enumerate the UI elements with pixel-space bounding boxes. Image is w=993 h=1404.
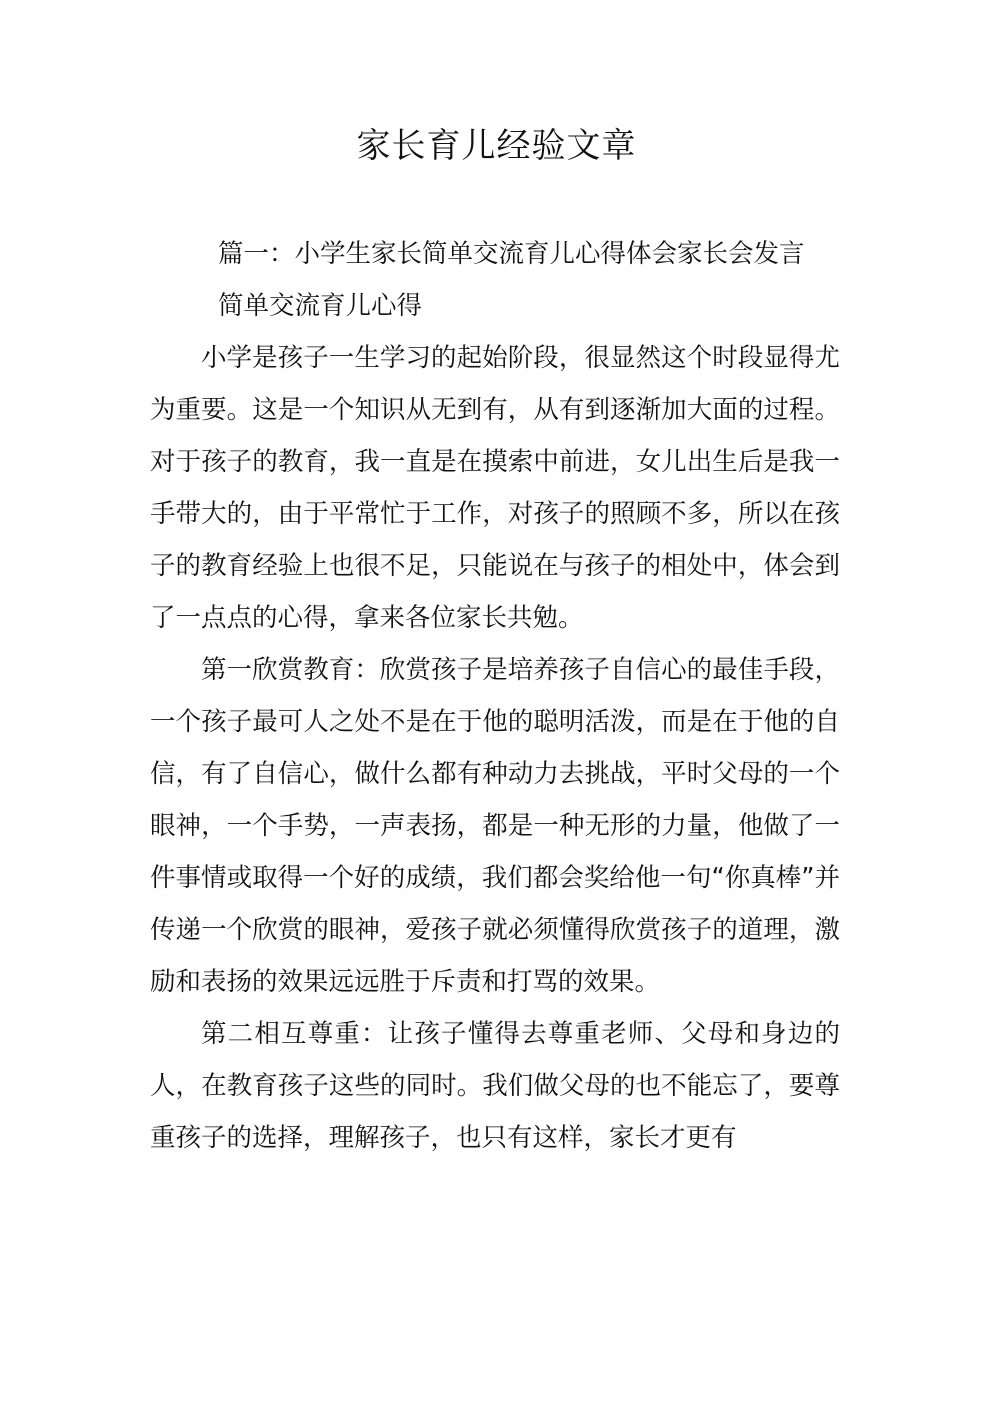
section-subheading: 简单交流育儿心得 xyxy=(218,291,423,321)
document-title: 家长育儿经验文章 xyxy=(356,126,637,166)
paragraph-respect: 第二相互尊重：让孩子懂得去尊重老师、父母和身边的人，在教育孩子这些的同时。我们做父母的也不能忘了，要尊重孩子的选择，理解孩子，也只有这样，家长才更有 xyxy=(150,1019,840,1153)
document-body xyxy=(150,228,840,1164)
section-heading: 篇一：小学生家长简单交流育儿心得体会家长会发言 xyxy=(218,239,805,269)
paragraph-intro: 小学是孩子一生学习的起始阶段，很显然这个时段显得尤为重要。这是一个知识从无到有，从有到逐渐加大面的过程。对于孩子的教育，我一直是在摸索中前进，女儿出生后是我一手带大的，由于平常忙于工作，对孩子的照顾不多，所以在孩子的教育经验上也很不足，只能说在与孩子的相处中，体会到了一点点的心得，拿来各位家长共勉。 xyxy=(150,343,840,633)
paragraph-appreciation: 第一欣赏教育：欣赏孩子是培养孩子自信心的最佳手段，一个孩子最可人之处不是在于他的聪明活泼，而是在于他的自信，有了自信心，做什么都有种动力去挑战，平时父母的一个眼神，一个手势，一声表扬，都是一种无形的力量，他做了一件事情或取得一个好的成绩，我们都会奖给他一句“你真棒”并传递一个欣赏的眼神，爱孩子就必须懂得欣赏孩子的道理，激励和表扬的效果远远胜于斥责和打骂的效果。 xyxy=(150,655,840,997)
